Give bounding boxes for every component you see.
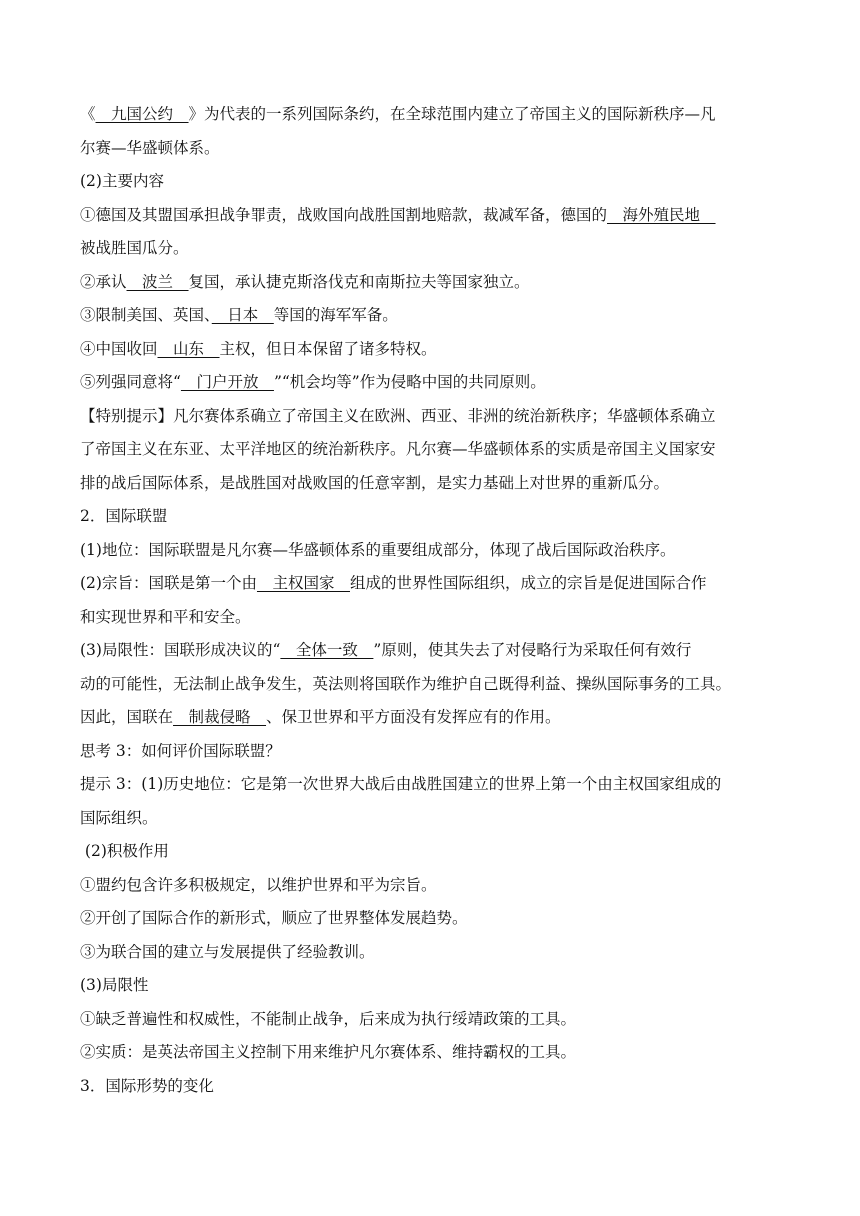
- text-line: 《 九国公约 》为代表的一系列国际条约，在全球范围内建立了帝国主义的国际新秩序—凡: [80, 105, 716, 123]
- hint-line: 提示 3：(1)历史地位：它是第一次世界大战后由战胜国建立的世界上第一个由主权国家组成的: [80, 775, 722, 793]
- fill-blank-answer: 波兰: [126, 272, 189, 291]
- text-line: ②实质：是英法帝国主义控制下用来维护凡尔赛体系、维持霸权的工具。: [80, 1043, 577, 1061]
- document-page: [80, 98, 782, 1103]
- text-line: 动的可能性，无法制止战争发生，英法则将国联作为维护自己既得利益、操纵国际事务的工具。: [80, 674, 732, 693]
- text-line: 排的战后国际体系，是战胜国对战败国的任意宰割，是实力基础上对世界的重新瓜分。: [80, 473, 670, 492]
- fill-blank-answer: 九国公约: [95, 105, 189, 123]
- text-line: 国际组织。: [80, 808, 158, 827]
- text-line: ②开创了国际合作的新形式，顺应了世界整体发展趋势。: [80, 909, 468, 927]
- text-line: (3)局限性：国联形成决议的“ 全体一致 ”原则，使其失去了对侵略行为采取任何有效行: [80, 641, 692, 659]
- section-heading: 2．国际联盟: [80, 507, 168, 525]
- text-line: (2)宗旨：国联是第一个由 主权国家 组成的世界性国际组织，成立的宗旨是促进国际合作: [80, 574, 707, 592]
- text-line: ⑤列强同意将“ 门户开放 ”“机会均等”作为侵略中国的共同原则。: [80, 373, 546, 391]
- text-line: 尔赛—华盛顿体系。: [80, 138, 220, 157]
- text-line: ①盟约包含许多积极规定，以维护世界和平为宗旨。: [80, 875, 437, 894]
- text-line: ③为联合国的建立与发展提供了经验教训。: [80, 942, 375, 961]
- fill-blank-answer: 制裁侵略: [173, 708, 267, 726]
- text-line: ②承认 波兰 复国，承认捷克斯洛伐克和南斯拉夫等国家独立。: [80, 272, 530, 291]
- text-line: 因此，国联在 制裁侵略 、保卫世界和平方面没有发挥应有的作用。: [80, 708, 561, 726]
- fill-blank-answer: 日本: [211, 306, 274, 324]
- text-line: 被战胜国瓜分。: [80, 239, 189, 257]
- text-line: ①缺乏普遍性和权威性，不能制止战争，后来成为执行绥靖政策的工具。: [80, 1009, 577, 1028]
- text-line: ④中国收回 山东 主权，但日本保留了诸多特权。: [80, 339, 437, 358]
- fill-blank-answer: 门户开放: [180, 373, 274, 391]
- text-line: 和实现世界和平和安全。: [80, 607, 251, 626]
- fill-blank-answer: 主权国家: [256, 574, 350, 592]
- special-tip-line: 【特别提示】凡尔赛体系确立了帝国主义在欧洲、西亚、非洲的统治新秩序；华盛顿体系确立: [80, 406, 716, 425]
- section-heading: (2)主要内容: [80, 172, 164, 190]
- fill-blank-answer: 山东: [157, 339, 220, 358]
- section-heading: (3)局限性: [80, 976, 149, 994]
- text-line: ③限制美国、英国、 日本 等国的海军军备。: [80, 306, 398, 324]
- text-line: (1)地位：国际联盟是凡尔赛—华盛顿体系的重要组成部分，体现了战后国际政治秩序。: [80, 540, 676, 559]
- text-line: ①德国及其盟国承担战争罪责，战败国向战胜国割地赔款，裁减军备，德国的 海外殖民地: [80, 205, 716, 224]
- question-line: 思考 3：如何评价国际联盟？: [80, 741, 281, 760]
- text-line: 了帝国主义在东亚、太平洋地区的统治新秩序。凡尔赛—华盛顿体系的实质是帝国主义国家安: [80, 440, 716, 458]
- section-heading: (2)积极作用: [80, 842, 169, 860]
- fill-blank-answer: 全体一致: [280, 641, 374, 659]
- section-heading: 3．国际形势的变化: [80, 1076, 214, 1095]
- fill-blank-answer: 海外殖民地: [607, 205, 716, 224]
